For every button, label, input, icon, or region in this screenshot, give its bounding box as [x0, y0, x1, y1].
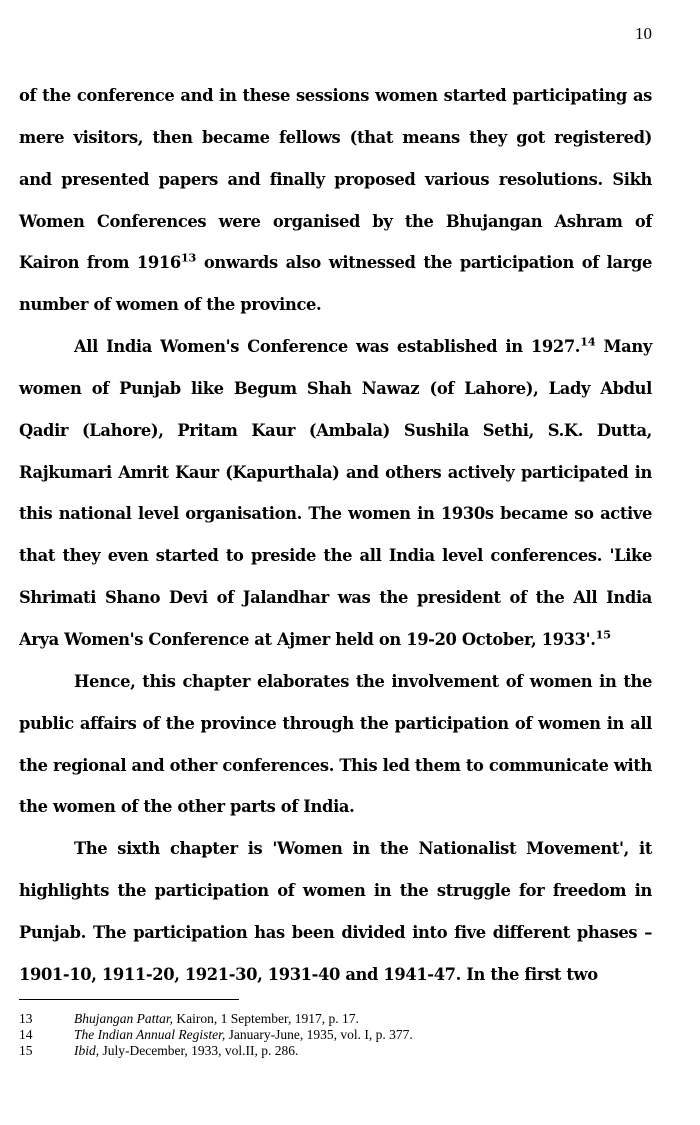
page-number: 10: [635, 24, 652, 43]
paragraph-text: Many women of Punjab like Begum Shah Nawaz (of Lahore), Lady Abdul Qadir (Lahore), Pritam Kaur (Ambala) Sushila Sethi, S.K. Dutta, Rajkumari Amrit Kaur (Kapurthala) and others actively participated in this national level organisation. The women in 1930s became so active that they even started to preside the all India level conferences. 'Like Shrimati Shano Devi of Jalandhar was the president of the All India Arya Women's Conference at Ajmer held on 19-20 October, 1933'.: [19, 337, 652, 649]
footnote-number: 14: [19, 1027, 33, 1042]
footnote-source-title: Ibid,: [74, 1043, 100, 1058]
footnote-source-details: January-June, 1935, vol. I, p. 377.: [225, 1027, 413, 1042]
footnote: [19, 1043, 659, 1059]
footnote-reference: 14: [580, 334, 596, 349]
paragraph: [19, 326, 652, 661]
paragraph-text: All India Women's Conference was established in 1927.: [74, 337, 581, 357]
footnotes: [19, 1011, 659, 1059]
footnote-divider: [19, 999, 239, 1000]
footnote-source-details: Kairon, 1 September, 1917, p. 17.: [173, 1011, 359, 1026]
body-text: [19, 75, 652, 996]
footnote-source-title: Bhujangan Pattar,: [74, 1011, 174, 1026]
paragraph: [19, 828, 652, 995]
footnote-source-title: The Indian Annual Register,: [74, 1027, 226, 1042]
footnote-text: [74, 1027, 413, 1043]
footnote-number: 15: [19, 1043, 33, 1058]
footnote-reference: 15: [595, 627, 611, 642]
paragraph: [19, 661, 652, 828]
footnote-reference: 13: [180, 251, 197, 266]
paragraph: [19, 75, 652, 326]
paragraph-text: onwards also witnessed the participation of large number of women of the province.: [19, 253, 652, 315]
paragraph-text: of the conference and in these sessions women started participating as mere visitors, then became fellows (that means they got registered) and presented papers and finally proposed various resolutions. Sikh Women Conferences were organised by the Bhujangan Ashram of Kairon from 1916: [19, 86, 652, 273]
paragraph-text: The sixth chapter is 'Women in the Nationalist Movement', it highlights the participation of women in the struggle for freedom in Punjab. The participation has been divided into five different phases – 1901-10, 1911-20, 1921-30, 1931-40 and 1941-47. In the first two: [19, 839, 652, 984]
footnote: [19, 1011, 659, 1027]
footnote-number: 13: [19, 1011, 33, 1026]
paragraph-text: Hence, this chapter elaborates the involvement of women in the public affairs of the province through the participation of women in all the regional and other conferences. This led them to communicate with the women of the other parts of India.: [19, 671, 652, 817]
footnote-text: [74, 1043, 298, 1059]
footnote-text: [74, 1011, 359, 1027]
footnote: [19, 1027, 659, 1043]
footnote-source-details: July-December, 1933, vol.II, p. 286.: [99, 1043, 299, 1058]
